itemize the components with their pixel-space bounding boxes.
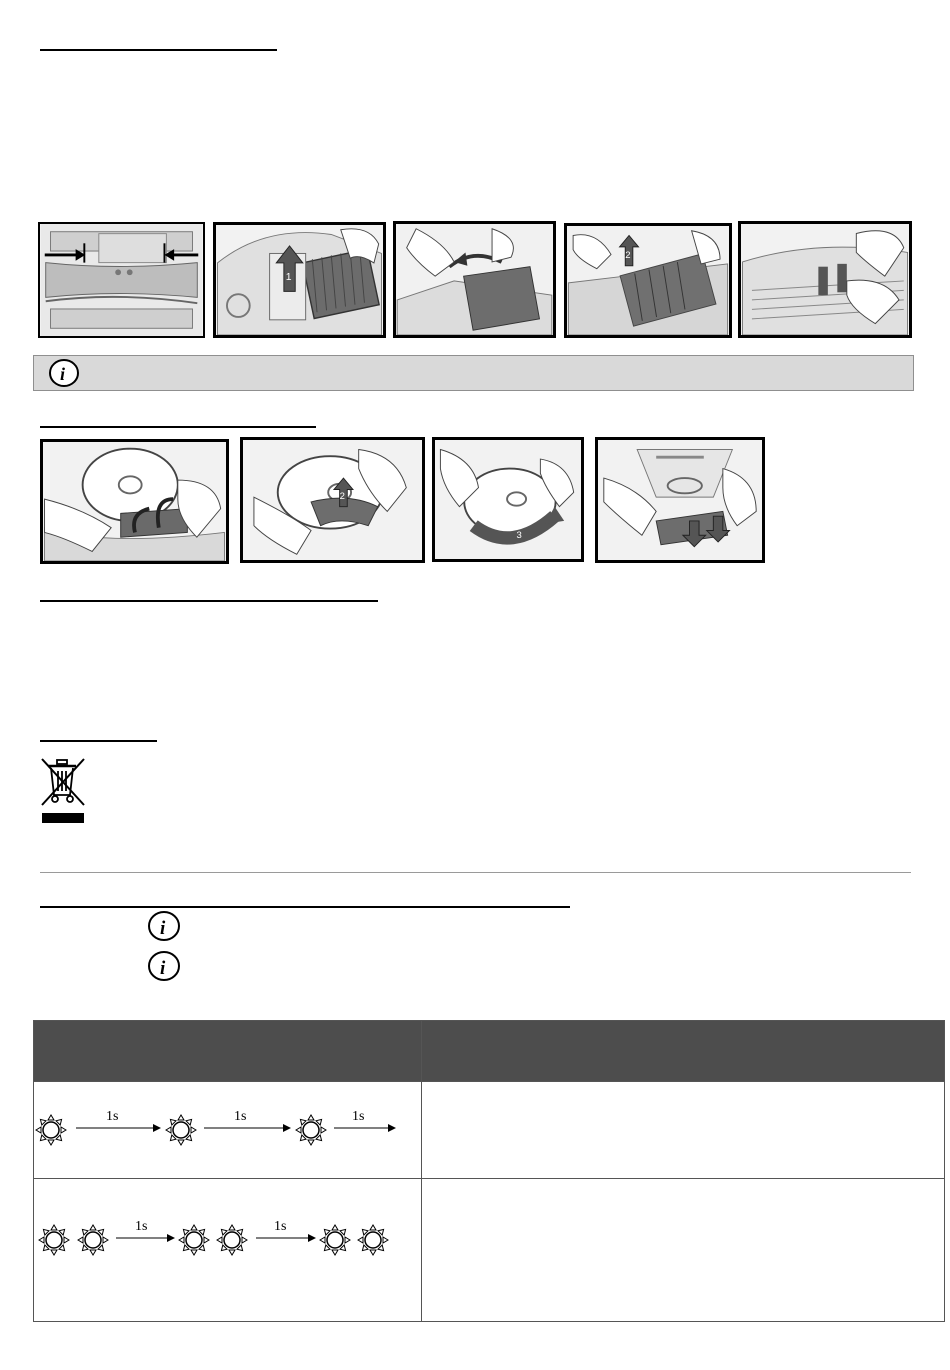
svg-text:2: 2 bbox=[339, 491, 345, 503]
led-sun-icon bbox=[358, 1225, 388, 1255]
section-underline-storage bbox=[40, 600, 378, 602]
led-sequence-double bbox=[34, 1179, 421, 1321]
illustration-brush-step-5 bbox=[738, 221, 912, 338]
section-underline-filter bbox=[40, 426, 316, 428]
interval-label: 1s bbox=[234, 1109, 247, 1124]
info-icon bbox=[48, 358, 80, 388]
table-row bbox=[34, 1082, 421, 1178]
led-sequence-single bbox=[34, 1082, 421, 1178]
led-indicator-table bbox=[33, 1020, 945, 1322]
svg-text:i: i bbox=[160, 918, 166, 939]
section-underline-disposal bbox=[40, 740, 157, 742]
svg-text:2: 2 bbox=[625, 250, 631, 262]
led-sun-icon bbox=[320, 1225, 350, 1255]
illustration-brush-step-2 bbox=[213, 222, 386, 338]
interval-label: 1s bbox=[352, 1109, 365, 1124]
illustration-filter-step-2 bbox=[240, 437, 425, 563]
arrow-right-icon bbox=[283, 1124, 291, 1132]
section-underline-led bbox=[40, 906, 570, 908]
section-divider bbox=[40, 872, 911, 873]
arrow-right-icon bbox=[308, 1234, 316, 1242]
illustration-brush-step-1 bbox=[38, 222, 205, 338]
interval-label: 1s bbox=[135, 1219, 148, 1234]
led-sun-icon bbox=[296, 1115, 326, 1145]
svg-text:1: 1 bbox=[285, 272, 292, 283]
crossed-out-wheelie-bin-icon bbox=[40, 757, 86, 827]
table-column-divider bbox=[421, 1021, 422, 1321]
section-underline-brushes bbox=[40, 49, 277, 51]
led-sun-icon bbox=[78, 1225, 108, 1255]
led-sun-icon bbox=[36, 1115, 66, 1145]
illustration-filter-step-3 bbox=[432, 437, 584, 562]
info-icon bbox=[147, 950, 181, 982]
svg-text:i: i bbox=[60, 364, 66, 384]
info-note-bar bbox=[33, 355, 914, 391]
table-header-row bbox=[34, 1021, 944, 1081]
table-row bbox=[34, 1179, 421, 1321]
led-sun-icon bbox=[166, 1115, 196, 1145]
arrow-right-icon bbox=[153, 1124, 161, 1132]
led-sun-icon bbox=[179, 1225, 209, 1255]
illustration-filter-step-4 bbox=[595, 437, 765, 563]
arrow-right-icon bbox=[167, 1234, 175, 1242]
arrow-right-icon bbox=[388, 1124, 396, 1132]
interval-label: 1s bbox=[274, 1219, 287, 1234]
svg-text:3: 3 bbox=[516, 530, 522, 542]
illustration-brush-step-4 bbox=[564, 223, 732, 338]
interval-label: 1s bbox=[106, 1109, 119, 1124]
illustration-brush-step-3 bbox=[393, 221, 556, 338]
led-sun-icon bbox=[39, 1225, 69, 1255]
led-sun-icon bbox=[217, 1225, 247, 1255]
illustration-filter-step-1 bbox=[40, 439, 229, 564]
info-icon bbox=[147, 910, 181, 942]
svg-text:i: i bbox=[160, 958, 166, 979]
